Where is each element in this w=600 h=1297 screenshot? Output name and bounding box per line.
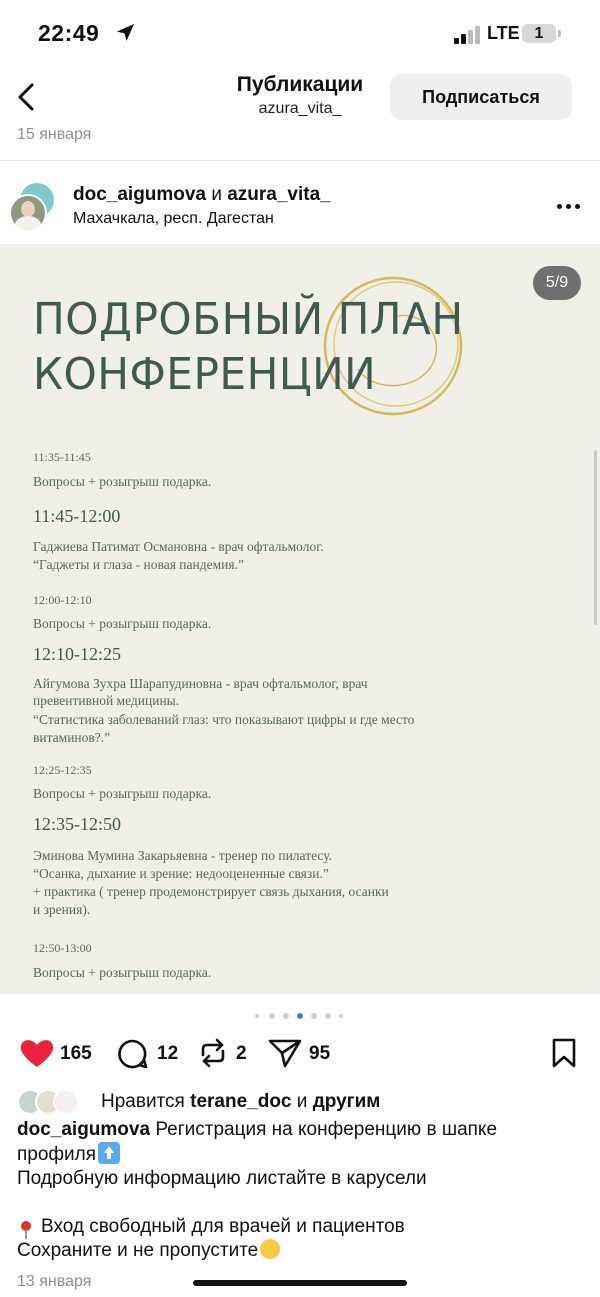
caption-text: Вход свободный для врачей и пациентов	[41, 1216, 405, 1237]
comments-count[interactable]: 12	[157, 1043, 179, 1064]
schedule-text: “Статистика заболеваний глаз: что показывают цифры и где место	[33, 712, 415, 727]
reposts-count[interactable]: 2	[236, 1043, 247, 1064]
caption-text: Сохраните и не пропустите	[17, 1240, 259, 1261]
post-location[interactable]: Махачкала, респ. Дагестан	[73, 210, 274, 227]
author-username[interactable]: doc_aigumova	[73, 184, 207, 205]
post-header	[0, 170, 600, 238]
coauthor-username[interactable]: azura_vita_	[227, 184, 331, 205]
page-title: Публикации	[236, 73, 364, 96]
schedule-text: Эминова Мумина Закарьяевна - тренер по пилатесу.	[33, 848, 333, 863]
avatar[interactable]	[9, 194, 47, 232]
repost-icon[interactable]	[198, 1037, 228, 1069]
schedule-text: Вопросы + розыгрыш подарка.	[33, 965, 212, 980]
schedule-text: Вопросы + розыгрыш подарка.	[33, 616, 212, 631]
slide-counter: 5/9	[533, 266, 581, 300]
clock: 22:49	[38, 20, 100, 46]
action-bar	[0, 1034, 600, 1074]
likes-count[interactable]: 165	[60, 1043, 92, 1064]
schedule-text: “Гаджеты и глаза - новая пандемия.”	[33, 557, 244, 572]
schedule-time: 12:50-13:00	[33, 941, 92, 955]
shares-count[interactable]: 95	[309, 1043, 331, 1064]
share-icon[interactable]	[268, 1038, 302, 1068]
pin-emoji-icon	[21, 1221, 31, 1231]
post-date: 13 января	[17, 1273, 92, 1290]
scrollbar[interactable]	[594, 450, 597, 625]
schedule-text: Вопросы + розыгрыш подарка.	[33, 786, 212, 801]
back-arrow-icon[interactable]	[12, 80, 42, 114]
previous-post-date: 15 января	[17, 126, 92, 143]
caption-line: Подробную информацию листайте в карусели	[17, 1168, 427, 1189]
authors-joiner: и	[211, 184, 222, 205]
schedule-text: Вопросы + розыгрыш подарка.	[33, 474, 212, 489]
schedule-text: превентивной медицины.	[33, 693, 180, 708]
location-arrow-icon	[116, 23, 135, 42]
status-bar	[0, 0, 600, 66]
schedule-text: Айгумова Зухра Шарапудиновна - врач офтальмолог, врач	[33, 676, 368, 691]
battery-cap	[558, 30, 561, 37]
caption-line	[17, 1239, 577, 1263]
schedule-time: 12:25-12:35	[33, 763, 92, 777]
network-type: LTE	[487, 23, 520, 43]
comment-icon[interactable]	[117, 1038, 149, 1070]
post-caption	[17, 1118, 577, 1263]
heart-icon[interactable]	[20, 1038, 54, 1068]
schedule-time: 12:35-12:50	[33, 814, 121, 834]
home-indicator[interactable]	[193, 1280, 407, 1286]
subscribe-button[interactable]: Подписаться	[390, 74, 572, 120]
post-authors[interactable]	[73, 184, 331, 206]
battery-icon: 1	[522, 24, 556, 43]
winking-face-emoji-icon	[260, 1239, 280, 1259]
caption-author[interactable]: doc_aigumova	[17, 1119, 151, 1140]
caption-line	[17, 1118, 577, 1167]
slide-title-line: ПОДРОБНЫЙ ПЛАН	[33, 294, 464, 345]
schedule-text: Гаджиева Патимат Османовна - врач офтальмолог.	[33, 539, 324, 554]
caption-text: Регистрация на конференцию в шапке профиля	[17, 1119, 498, 1165]
schedule-text: и зрения).	[33, 902, 91, 917]
bookmark-icon[interactable]	[551, 1038, 577, 1068]
liked-by-row[interactable]	[17, 1087, 587, 1115]
schedule-time: 12:10-12:25	[33, 644, 121, 664]
top-nav	[0, 66, 600, 126]
liked-by-joiner: и	[296, 1091, 308, 1112]
liked-by-user[interactable]: terane_doc	[190, 1091, 292, 1112]
page-subtitle[interactable]: azura_vita_	[258, 100, 342, 117]
liked-by-text	[101, 1091, 380, 1113]
schedule-time: 12:00-12:10	[33, 593, 92, 607]
liked-by-prefix: Нравится	[101, 1091, 185, 1112]
up-arrow-emoji-icon	[98, 1142, 120, 1164]
schedule-text: + практика ( тренер продемонстрирует связь дыхания, осанки	[33, 884, 389, 899]
schedule-text: “Осанка, дыхание и зрение: недооцененные связи.”	[33, 866, 329, 881]
divider	[0, 160, 600, 161]
more-options-icon[interactable]	[557, 204, 581, 210]
schedule-text: витаминов?.”	[33, 730, 111, 745]
schedule-time: 11:35-11:45	[33, 450, 91, 464]
schedule-time: 11:45-12:00	[33, 506, 121, 526]
liked-by-others[interactable]: другим	[312, 1091, 381, 1112]
carousel-slide[interactable]	[0, 244, 600, 994]
cell-signal-icon	[454, 26, 482, 44]
slide-title-line: КОНФЕРЕНЦИИ	[33, 349, 377, 400]
avatar	[53, 1089, 79, 1115]
caption-line	[17, 1215, 577, 1239]
carousel-indicator	[255, 1011, 345, 1021]
slide-title	[33, 292, 464, 402]
